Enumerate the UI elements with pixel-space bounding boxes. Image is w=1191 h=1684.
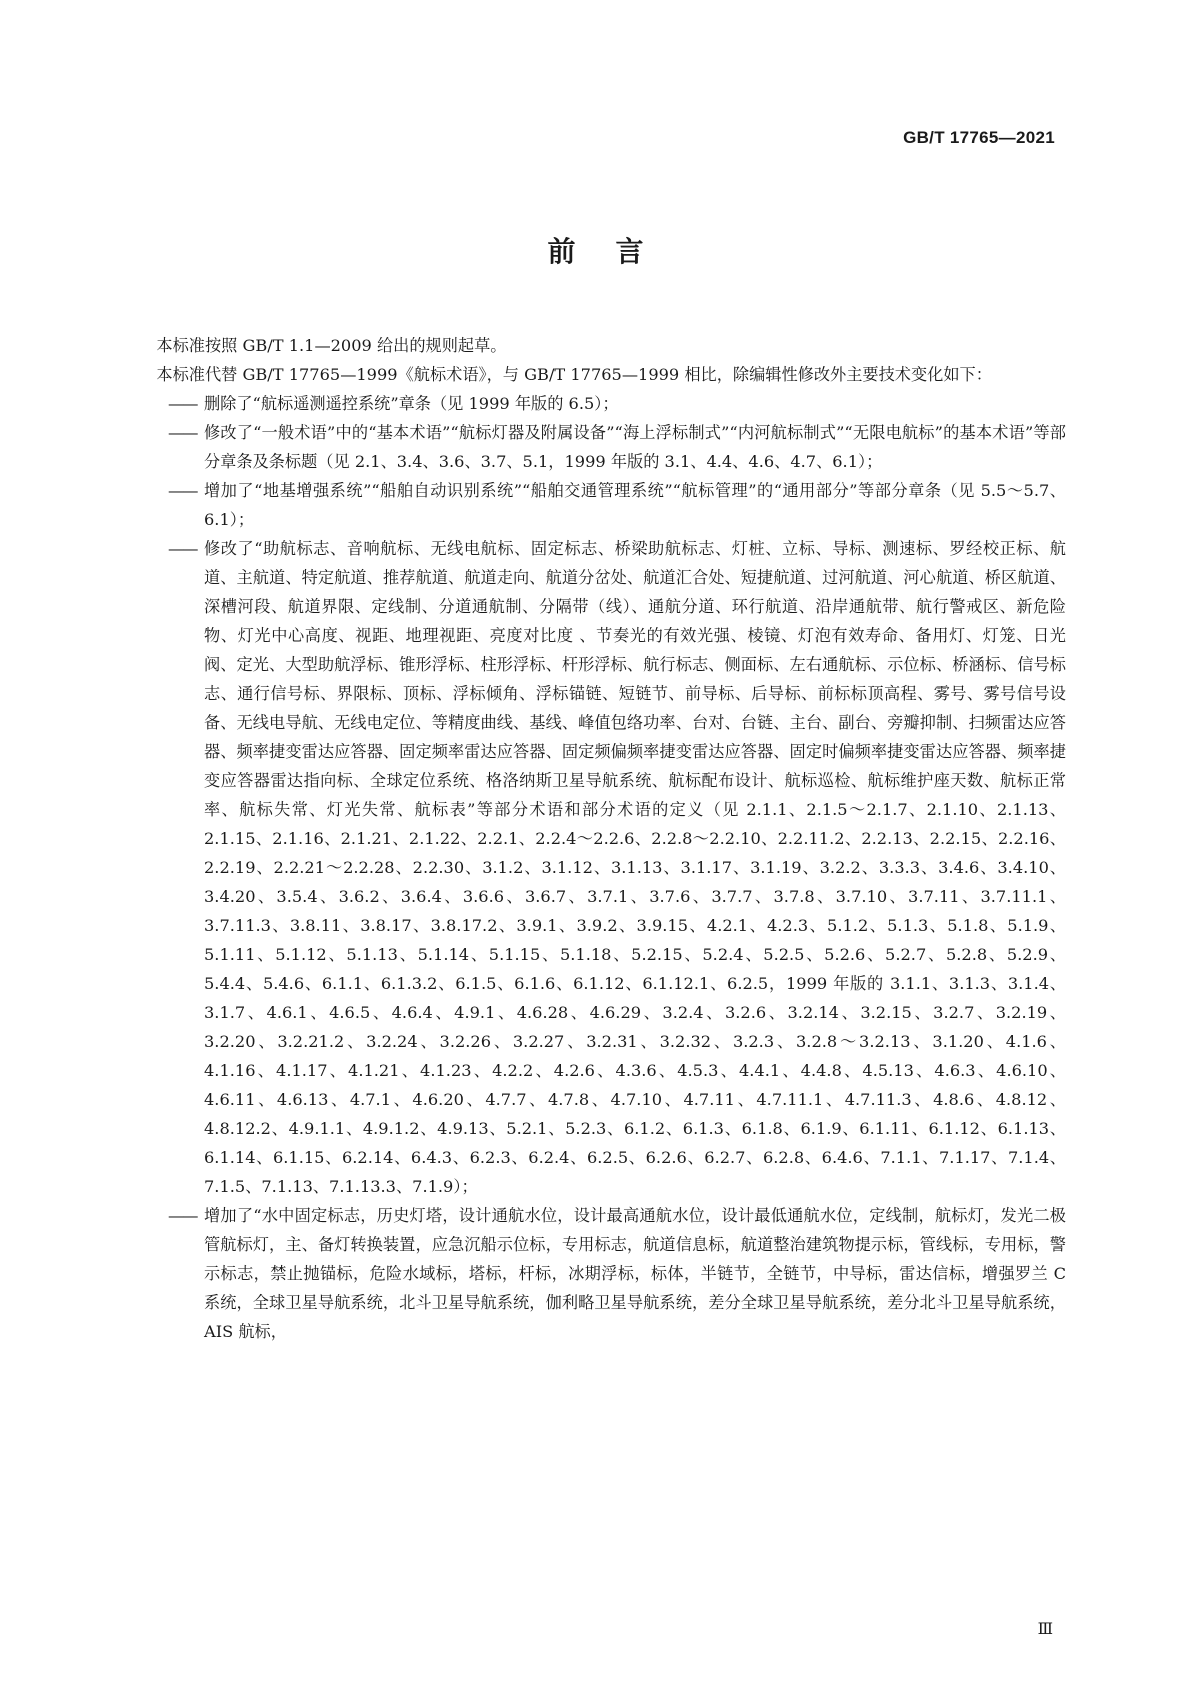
- paragraph: 本标准代替 GB/T 17765—1999《航标术语》，与 GB/T 17765—1999 相比，除编辑性修改外主要技术变化如下：: [156, 365, 992, 384]
- dash-marker: ——: [168, 539, 197, 558]
- page-title: 前言: [547, 235, 684, 268]
- list-item-text: 删除了“航标遥测遥控系统”章条（见 1999 年版的 6.5）；: [204, 394, 619, 413]
- list-item-text: 修改了“助航标志、音响航标、无线电航标、固定标志、桥梁助航标志、灯桩、立标、导标、测速标、罗经校正标、航道、主航道、特定航道、推荐航道、航道走向、航道分岔处、航道汇合处、短捷航道、过河航道、河心航道、桥区航道、深槽河段、航道界限、定线制、分道通航制、分隔带（线）、通航分道、环行航道、沿岸通航带、航行警戒区、新危险物、灯光中心高度、视距、地理视距、亮度对比度 、节奏光的有效光强、棱镜、灯泡有效寿命、备用灯、灯笼、日光阀、定光、大型助航浮标、锥形浮标、柱形浮标、杆形浮标、航行标志、侧面标、左右通航标、示位标、桥涵标、信号标志、通行信号标、界限标、顶标、浮标倾角、浮标锚链、短链节、前导标、后导标、前标标顶高程、雾号、雾号信号设备、无线电导航、无线电定位、等精度曲线、基线、峰值包络功率、台对、台链、主台、副台、旁瓣抑制、扫频雷达应答器、频率捷变雷达应答器、固定频率雷达应答器、固定频偏频率捷变雷达应答器、固定时偏频率捷变雷达应答器、频率捷变应答器雷达指向标、全球定位系统、格洛纳斯卫星导航系统、航标配布设计、航标巡检、航标维护座天数、航标正常率、航标失常、灯光失常、航标表”等部分术语和部分术语的定义（见 2.1.1、2.1.5～2.1.7、2.1.10、2.1.13、2.1.15、2.1.16、2.1.21、2.1.22、2.2.1、2.2.4～2.2.6、2.2.8～2.2.10、2.2.11.2、2.2.13、2.2.15、2.2.16、2.2.19、2.2.21～2.2.28、2.2.30、3.1.2、3.1.12、3.1.13、3.1.17、3.1.19、3.2.2、3.3.3、3.4.6、3.4.10、3.4.20、3.5.4、3.6.2、3.6.4、3.6.6、3.6.7、3.7.1、3.7.6、3.7.7、3.7.8、3.7.10、3.7.11、3.7.11.1、3.7.11.3、3.8.11、3.8.17、3.8.17.2、3.9.1、3.9.2、3.9.15、4.2.1、4.2.3、5.1.2、5.1.3、5.1.8、5.1.9、5.1.11、5.1.12、5.1.13、5.1.14、5.1.15、5.1.18、5.2.15、5.2.4、5.2.5、5.2.6、5.2.7、5.2.8、5.2.9、5.4.4、5.4.6、6.1.1、6.1.3.2、6.1.5、6.1.6、6.1.12、6.1.12.1、6.2.5，1999 年版的 3.1.1、3.1.3、3.1.4、3.1.7、4.6.1、4.6.5、4.6.4、4.9.1、4.6.28、4.6.29、3.2.4、3.2.6、3.2.14、3.2.15、3.2.7、3.2.19、3.2.20、3.2.21.2、3.2.24、3.2.26、3.2.27、3.2.31、3.2.32、3.2.3、3.2.8～3.2.13、3.1.20、4.1.6、4.1.16、4.1.17、4.1.21、4.1.23、4.2.2、4.2.6、4.3.6、4.5.3、4.4.1、4.4.8、4.5.13、4.6.3、4.6.10、4.6.11、4.6.13、4.7.1、4.6.20、4.7.7、4.7.8、4.7.10、4.7.11、4.7.11.1、4.7.11.3、4.8.6、4.8.12、4.8.12.2、4.9.1.1、4.9.1.2、4.9.13、5.2.1、5.2.3、6.1.2、6.1.3、6.1.8、6.1.9、6.1.11、6.1.12、6.1.13、6.1.14、6.1.15、6.2.14、6.4.3、6.2.3、6.2.4、6.2.5、6.2.6、6.2.7、6.2.8、6.4.6、7.1.1、7.1.17、7.1.4、7.1.5、7.1.13、7.1.13.3、7.1.9）；: [204, 539, 1066, 1196]
- list-item-text: 增加了“地基增强系统”“船舶自动识别系统”“船舶交通管理系统”“航标管理”的“通用部分”等部分章条（见 5.5～5.7、6.1）；: [204, 481, 1066, 529]
- list-item: [124, 418, 1066, 476]
- foreword-body: [124, 331, 1066, 1346]
- dash-marker: ——: [168, 1206, 197, 1225]
- standard-code: GB/T 17765—2021: [903, 128, 1055, 147]
- list-item: [124, 389, 1066, 418]
- change-list: [124, 389, 1066, 1346]
- list-item-text: 增加了“水中固定标志，历史灯塔，设计通航水位，设计最高通航水位，设计最低通航水位，定线制，航标灯，发光二极管航标灯，主、备灯转换装置，应急沉船示位标，专用标志，航道信息标，航道整治建筑物提示标，管线标，专用标，警示标志，禁止抛锚标，危险水域标，塔标，杆标，冰期浮标，标体，半链节，全链节，中导标，雷达信标，增强罗兰 C 系统，全球卫星导航系统，北斗卫星导航系统，伽利略卫星导航系统，差分全球卫星导航系统，差分北斗卫星导航系统，AIS 航标，: [204, 1206, 1066, 1341]
- list-item: [124, 1201, 1066, 1346]
- page-number: Ⅲ: [1037, 1619, 1053, 1638]
- list-item: [124, 534, 1066, 1201]
- list-item-text: 修改了“一般术语”中的“基本术语”“航标灯器及附属设备”“海上浮标制式”“内河航标制式”“无限电航标”的基本术语”等部分章条及条标题（见 2.1、3.4、3.6、3.7、5.1，1999 年版的 3.1、4.4、4.6、4.7、6.1）；: [204, 423, 1066, 471]
- dash-marker: ——: [168, 394, 197, 413]
- dash-marker: ——: [168, 423, 197, 442]
- dash-marker: ——: [168, 481, 197, 500]
- paragraph: 本标准按照 GB/T 1.1—2009 给出的规则起草。: [156, 336, 507, 355]
- list-item: [124, 476, 1066, 534]
